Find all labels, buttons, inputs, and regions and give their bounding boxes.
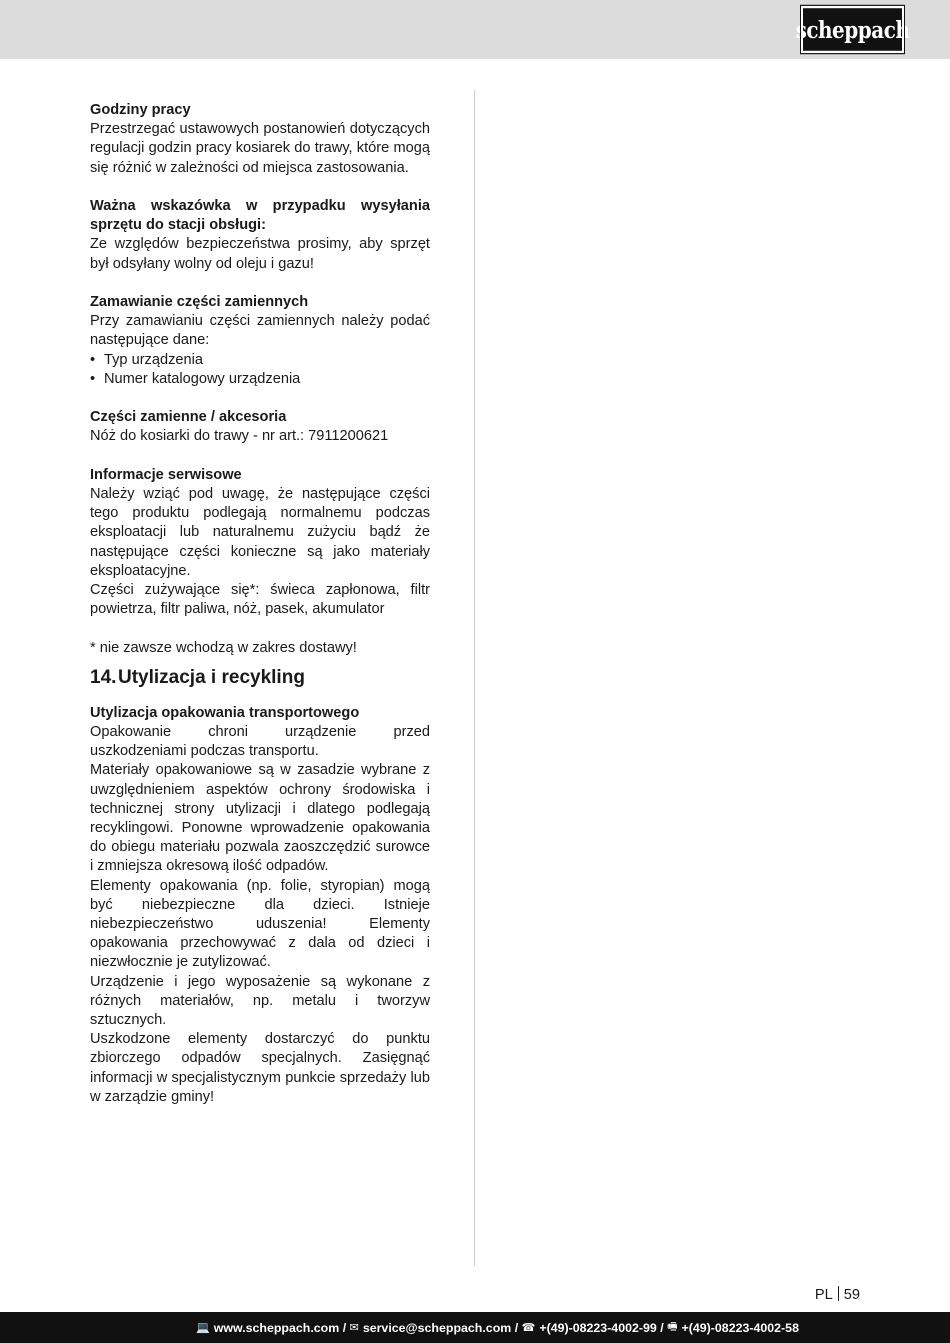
computer-icon: 💻 [196,1322,210,1334]
heading-shipping: Ważna wskazówka w przypadku wysyłania sprzętu do stacji obsługi: [90,198,430,234]
chapter-title-text: Utylizacja i recykling [118,666,305,688]
text-service: Należy wziąć pod uwagę, że następujące części tego produktu podlegają normalnemu podczas eksploatacji lub naturalnemu zużyciu bądź że następujące części konieczne są jako materiały eksploatacyjne. [90,486,430,579]
text-disposal-2: Materiały opakowaniowe są w zasadzie wybrane z uwzględnieniem aspektów ochrony środowiska i technicznej strony utylizacji i dlatego podlegają recyklingowi. Ponowne wprowadzenie opakowania do obiegu materiału pozwala zaoszczędzić surowce i zmniejsza okresową ilość odpadów. [90,762,430,875]
footer-phone: +(49)-08223-4002-99 / [539,1320,664,1335]
text-working-hours: Przestrzegać ustawowych postanowień dotyczących regulacji godzin pracy kosiarek do trawy, które mogą się różnić w zależności od miejsca zastosowania. [90,121,430,176]
footer-bar [0,1312,950,1343]
page-number [815,1286,860,1303]
chapter-title [90,666,430,690]
text-shipping: Ze względów bezpieczeństwa prosimy, aby sprzęt był odsyłany wolny od oleju i gazu! [90,236,430,272]
scheppach-logo: scheppach [801,6,904,53]
text-ordering: Przy zamawianiu części zamiennych należy podać następujące dane: [90,313,430,349]
text-parts: Nóż do kosiarki do trawy - nr art.: 7911200621 [90,428,389,445]
list-item: • Typ urządzenia [90,351,430,370]
page-lang: PL [814,1287,833,1303]
text-disposal-5: Uszkodzone elementy dostarczyć do punktu zbiorczego odpadów specjalnych. Zasięgnąć informacji w specjalistycznym punkcie sprzedaży lub w zarządzie gminy! [90,1031,430,1105]
chapter-number: 14. [90,666,117,688]
column-divider [474,90,475,1266]
page-number-value: 59 [843,1287,860,1303]
phone-icon: ☎ [521,1322,536,1334]
text-service-parts: Części zużywające się*: świeca zapłonowa, filtr powietrza, filtr paliwa, nóż, pasek, akumulator [90,582,430,618]
footer-website[interactable]: www.scheppach.com / [213,1320,347,1335]
ordering-list [90,351,430,389]
list-item: • Numer katalogowy urządzenia [90,370,430,389]
text-disposal-3: Elementy opakowania (np. folie, styropian) mogą być niebezpieczne dla dzieci. Istnieje niebezpieczeństwo uduszenia! Elementy opakowania przechowywać z dala od dzieci i niezwłocznie je zutylizować. [90,877,430,971]
text-disposal-4: Urządzenie i jego wyposażenie są wykonane z różnych materiałów, np. metalu i tworzyw sztucznych. [90,973,430,1029]
heading-service: Informacje serwisowe [90,466,242,483]
delivery-note: * nie zawsze wchodzą w zakres dostawy! [90,639,357,656]
text-disposal-1: Opakowanie chroni urządzenie przed uszkodzeniami podczas transportu. [90,724,430,760]
main-column [90,101,430,1107]
mail-icon: ✉ [349,1322,359,1334]
heading-parts: Części zamienne / akcesoria [90,409,287,426]
heading-disposal: Utylizacja opakowania transportowego [90,704,360,721]
footer-fax: +(49)-08223-4002-58 [681,1320,799,1335]
heading-working-hours: Godziny pracy [90,102,191,118]
heading-ordering: Zamawianie części zamiennych [90,294,309,310]
footer-email[interactable]: service@scheppach.com / [362,1320,519,1335]
fax-icon: 🖷 [667,1321,678,1333]
